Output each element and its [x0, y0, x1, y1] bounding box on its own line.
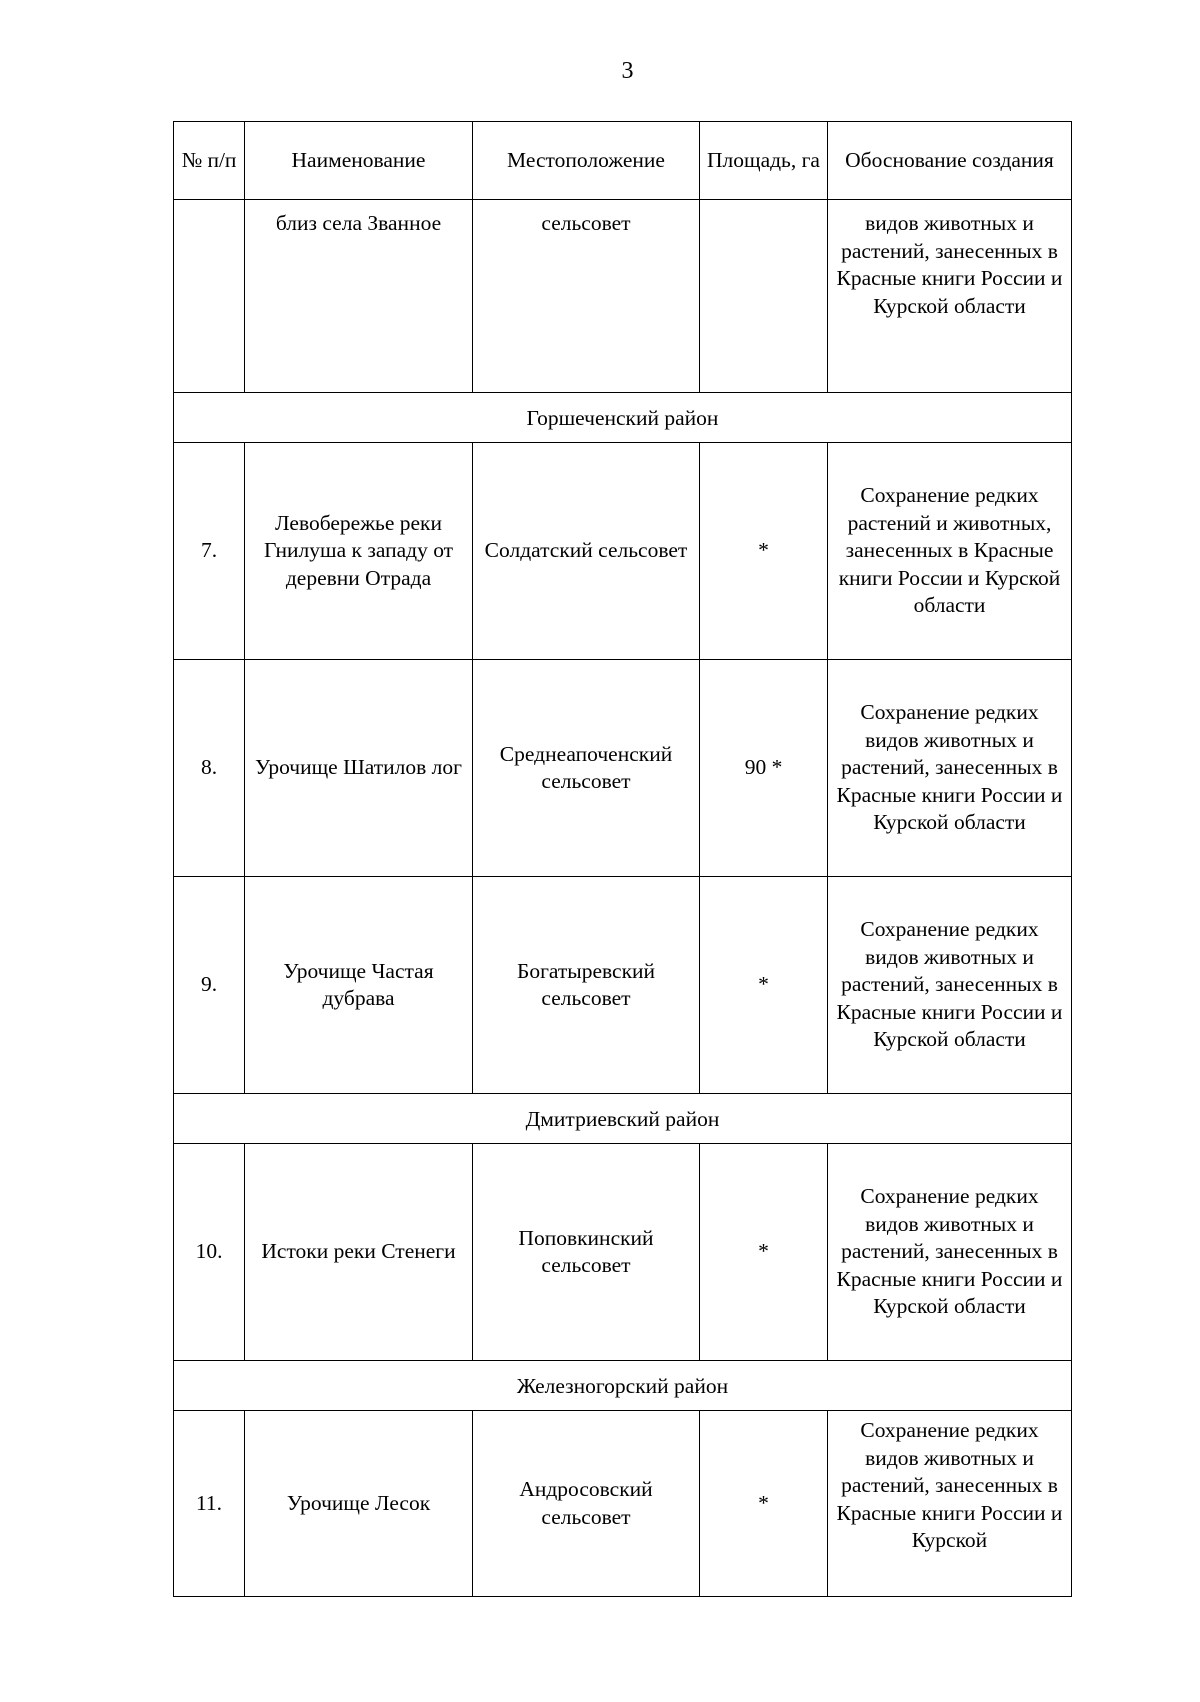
cell-number: 7.	[174, 443, 245, 660]
district-title: Дмитриевский район	[174, 1094, 1072, 1144]
district-heading-row	[174, 1094, 1072, 1144]
cell-number: 8.	[174, 660, 245, 877]
cell-location: Андросовский сельсовет	[473, 1411, 700, 1597]
district-heading-row	[174, 1361, 1072, 1411]
table-row	[174, 1144, 1072, 1361]
cell-name: Левобережье реки Гнилуша к западу от деревни Отрада	[245, 443, 473, 660]
cell-name: близ села Званное	[245, 200, 473, 393]
protected-areas-table	[173, 121, 1072, 1597]
page-number: 3	[621, 58, 634, 84]
table-header-row	[174, 122, 1072, 200]
cell-basis: Сохранение редких видов животных и растений, занесенных в Красные книги России и Курской области	[828, 877, 1072, 1094]
cell-location: Среднеапоченский сельсовет	[473, 660, 700, 877]
cell-number: 10.	[174, 1144, 245, 1361]
cell-number: 9.	[174, 877, 245, 1094]
table-row-continuation	[174, 200, 1072, 393]
cell-area: *	[700, 877, 828, 1094]
cell-name: Урочище Частая дубрава	[245, 877, 473, 1094]
district-title: Железногорский район	[174, 1361, 1072, 1411]
cell-number: 11.	[174, 1411, 245, 1597]
header-number: № п/п	[174, 122, 245, 200]
cell-area: 90 *	[700, 660, 828, 877]
cell-basis: видов животных и растений, занесенных в Красные книги России и Курской области	[828, 200, 1072, 393]
district-title: Горшеченский район	[174, 393, 1072, 443]
header-area: Площадь, га	[700, 122, 828, 200]
cell-name: Истоки реки Стенеги	[245, 1144, 473, 1361]
cell-area	[700, 200, 828, 393]
cell-number	[174, 200, 245, 393]
cell-location: Солдатский сельсовет	[473, 443, 700, 660]
table-row	[174, 1411, 1072, 1597]
cell-name: Урочище Лесок	[245, 1411, 473, 1597]
header-name: Наименование	[245, 122, 473, 200]
cell-basis: Сохранение редких видов животных и растений, занесенных в Красные книги России и Курской области	[828, 660, 1072, 877]
header-basis: Обоснование создания	[828, 122, 1072, 200]
table-row	[174, 877, 1072, 1094]
cell-basis: Сохранение редких видов животных и растений, занесенных в Красные книги России и Курской области	[828, 1144, 1072, 1361]
header-location: Местоположение	[473, 122, 700, 200]
cell-basis: Сохранение редких видов животных и растений, занесенных в Красные книги России и Курской	[828, 1411, 1072, 1597]
table-row	[174, 443, 1072, 660]
cell-location: Богатыревский сельсовет	[473, 877, 700, 1094]
cell-area: *	[700, 443, 828, 660]
cell-basis: Сохранение редких растений и животных, занесенных в Красные книги России и Курской области	[828, 443, 1072, 660]
district-heading-row	[174, 393, 1072, 443]
cell-name: Урочище Шатилов лог	[245, 660, 473, 877]
cell-area: *	[700, 1144, 828, 1361]
cell-location: Поповкинский сельсовет	[473, 1144, 700, 1361]
cell-location: сельсовет	[473, 200, 700, 393]
cell-area: *	[700, 1411, 828, 1597]
table-row	[174, 660, 1072, 877]
